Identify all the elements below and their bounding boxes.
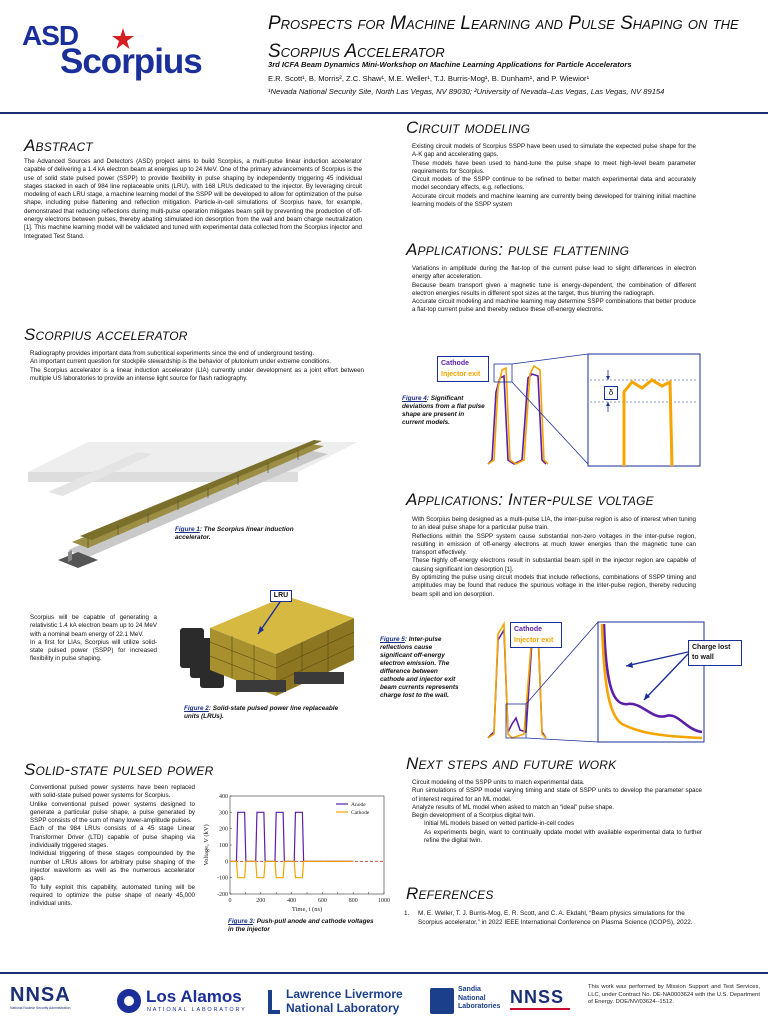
- legend-cathode: Cathode: [514, 626, 542, 633]
- sspp-paragraph: To fully exploit this capability, automated tuning will be required to optimize the pulse shape of nearly 45,000 individual units.: [30, 883, 195, 908]
- los-alamos-text: Los Alamos: [146, 987, 242, 1006]
- reference-item: [404, 910, 700, 927]
- authors-line: E.R. Scott¹, B. Morris², Z.C. Shaw¹, M.E. Weller¹, T.J. Burris-Mog¹, B. Dunham¹, and P. Wiewior¹: [268, 74, 590, 83]
- next-step-item: Analyze results of ML model when asked to match an “ideal” pulse shape.: [412, 803, 615, 811]
- next-step-subitem: As experiments begin, want to continually update model with available experimental data to further refine the digital twin.: [424, 828, 702, 845]
- delta-label: δ: [604, 386, 618, 400]
- los-alamos-subtitle: NATIONAL LABORATORY: [147, 1007, 247, 1013]
- next-step-item: Begin development of a Scorpius digital twin.: [412, 812, 536, 820]
- circuit-text: [412, 143, 696, 209]
- figure-5-caption-text: : Inter-pulse reflections cause significant off-energy electron emission. The difference between cathode and injector exit beam currents represents charge lost to the wall.: [380, 636, 459, 699]
- logo-asd-text: ASD: [22, 20, 79, 51]
- nnss-logo: [510, 986, 576, 1018]
- interpulse-paragraph: Reflections within the SSPP system cause substantial non-zero voltages in the inter-pulse region, resulting in emission of off-energy electrons at much lower energies than the magnetic tune can transport effectively.: [412, 532, 696, 557]
- asd-scorpius-logo: [20, 18, 252, 88]
- sandia-text-2: National: [458, 994, 486, 1002]
- charge-lost-label: Charge lost to wall: [688, 640, 742, 666]
- sspp-heading: Solid-state pulsed power: [24, 760, 214, 779]
- figure-4-plot: [482, 352, 704, 470]
- flattening-text: [412, 265, 696, 315]
- figure-4-legend: [437, 356, 489, 382]
- x-tick-label: 1000: [378, 898, 390, 904]
- figure-4-label: Figure 4: [402, 395, 427, 402]
- lru-arrow: [250, 600, 290, 640]
- figure-5-label: Figure 5: [380, 636, 405, 643]
- charge-lost-arrows: [620, 646, 690, 706]
- reference-number: 1.: [404, 910, 410, 917]
- figure-1-caption-text: : The Scorpius linear induction accelerator.: [175, 526, 294, 541]
- accelerator-illustration: [28, 432, 368, 572]
- nnss-underline: [510, 1008, 570, 1010]
- figure-2-caption: [184, 705, 344, 721]
- flattening-paragraph: Accurate circuit modeling and machine learning may determine SSPP combinations that better produce a flat-top current pulse and thereby reduce these off-energy electrons.: [412, 298, 696, 314]
- circuit-paragraph: Accurate circuit models and machine learning are currently being developed for training initial machine learning models of the SSPP system: [412, 192, 696, 209]
- sandia-text-1: Sandia: [458, 986, 481, 993]
- sspp-paragraph: Individual triggering of these stages compounded by the number of LRUs allows for arbitrary pulse shaping of the injector waveform as well as the numerous accelerator gaps.: [30, 850, 195, 883]
- title-line-1: Prospects for Machine Learning and Pulse Shaping on the: [268, 13, 739, 34]
- next-step-item: Circuit modeling of the SSPP units to match experimental data.: [412, 779, 585, 786]
- x-axis-label: Time, t (ns): [291, 906, 323, 913]
- y-tick-label: -200: [217, 892, 228, 898]
- abstract-text: The Advanced Sources and Detectors (ASD) project aims to build Scorpius, a multi-pulse linear induction accelerator capable of delivering a 1.4 kA electron beam at energies up to 24 MeV. One of the primary advancements of Scorpius is the use of solid state pulsed power (SSPP) to provide flexibility in pulse shaping by independently triggering 45 individual stages stacked in each of 984 line replaceable units (LRU), with 168 LRUs dedicated to the injector. By leveraging circuit modeling of each LRU stage, a machine learning model of the SSPP will be developed to allow for optimization of the pulse shape, including pulse flattening and reflection mitigation. Particle-in-cell simulations of Scorpius have, for example, demonstrated that reducing reflections during multi-pulse operation mitigates beam spill by preventing the production of off-energy electrons between pulses, thereby abating stimulated ion desorption from the wall and beam charge neutralization [1]. This machine learning model will be validated and tuned with experimental data collected from the Scorpius injector and Integrated Test Stand.: [24, 158, 362, 240]
- x-tick-label: 200: [256, 898, 266, 904]
- scorpius-heading: Scorpius accelerator: [24, 325, 188, 344]
- figure-5-caption: [380, 636, 464, 700]
- scorpius-side-paragraph: In a first for LIAs, Scorpius will utilize solid-state pulsed power (SSPP) for increased flexibility in pulse shaping.: [30, 638, 157, 663]
- abstract-heading: Abstract: [24, 136, 93, 155]
- legend-injector-exit: Injector exit: [514, 637, 554, 644]
- scorpius-side-text: [30, 614, 157, 664]
- y-tick-label: 400: [219, 794, 228, 800]
- logo-scorpius-text: Scorpius: [60, 42, 202, 81]
- y-tick-label: 100: [219, 843, 228, 849]
- x-tick-label: 0: [228, 898, 232, 904]
- interpulse-paragraph: With Scorpius being designed as a multi-pulse LIA, the inter-pulse region is also of interest when tuning to an ideal pulse shape for a particular pulse train.: [412, 516, 696, 532]
- flattening-heading: Applications: pulse flattening: [406, 240, 630, 259]
- y-axis-label: Voltage, V (kV): [203, 824, 210, 866]
- figure-2-label: Figure 2: [184, 705, 209, 712]
- header-divider: [0, 112, 768, 114]
- circuit-paragraph: These models have been used to hand-tune the pulse shape to meet high-level beam parameter requirements for Scorpius.: [412, 159, 696, 175]
- sandia-text-3: Laboratories: [458, 1003, 501, 1010]
- figure-1-caption: [175, 526, 295, 542]
- sspp-paragraph: Conventional pulsed power systems have been replaced with solid-state pulsed power systems for Scorpius.: [30, 784, 195, 800]
- llnl-text-2: National Laboratory: [286, 1001, 400, 1015]
- interpulse-heading: Applications: Inter-pulse voltage: [406, 490, 654, 509]
- llnl-icon: [268, 990, 280, 1014]
- footer: [0, 974, 768, 1024]
- figure-3-label: Figure 3: [228, 918, 253, 925]
- legend-cathode: Cathode: [441, 360, 469, 367]
- y-tick-label: 200: [219, 826, 228, 833]
- funding-statement: This work was performed by Mission Support and Test Services, LLC, under Contract No. DE-NA0003624 with the U.S. Department of Energy. DOE/NV/03624--1512.: [588, 984, 760, 1005]
- sandia-text: [458, 986, 500, 1012]
- y-tick-label: 0: [225, 859, 228, 866]
- scorpius-paragraph: Radiography provides important data from subcritical experiments since the end of underground testing.: [30, 350, 315, 357]
- nnss-logo-text: NNSS: [510, 987, 565, 1007]
- figure-3-caption: [228, 918, 378, 934]
- reference-text: M. E. Weller, T. J. Burris-Mog, E. R. Scott, and C. A. Ekdahl, “Beam physics simulations for the Scorpius accelerator,” in 2022 IEEE International Conference on Plasma Science (ICOPS), 2022.: [418, 910, 693, 926]
- nnsa-logo: [10, 984, 102, 1016]
- references-heading: References: [406, 884, 494, 903]
- x-tick-label: 400: [287, 898, 297, 904]
- affiliations-line: ¹Nevada National Security Site, North Las Vegas, NV 89030; ²University of Nevada–Las Vegas, Las Vegas, NV 89154: [268, 87, 665, 96]
- figure-5-legend: [510, 622, 562, 648]
- figure-4-caption-text: : Significant deviations from a flat pulse shape are present in current models.: [402, 395, 485, 426]
- workshop-line: 3rd ICFA Beam Dynamics Mini-Workshop on Machine Learning Applications for Particle Accelerators: [268, 60, 632, 69]
- legend-label: Anode: [351, 802, 366, 808]
- interpulse-text: [412, 516, 696, 599]
- figure-3-chart: [200, 790, 388, 914]
- figure-1-label: Figure 1: [175, 526, 200, 533]
- x-tick-label: 800: [348, 898, 358, 904]
- circuit-heading: Circuit modeling: [406, 118, 531, 137]
- scorpius-side-paragraph: Scorpius will be capable of generating a relativistic 1.4 kA electron beam up to 24 MeV with a nominal beam energy of 22.1 MeV.: [30, 614, 157, 638]
- sandia-logo: [430, 986, 500, 1020]
- interpulse-paragraph: By optimizing the pulse using circuit models that include reflections, combinations of SSPP timing and amplitudes may be found that reduce the spurious voltage in the inter-pulse region, thereby reducing beam spill and ion desorption.: [412, 574, 696, 598]
- next-step-item: Run simulations of SSPP model varying timing and state of SSPP units to develop the parameter space of interest required for an ML model.: [412, 787, 702, 803]
- y-tick-label: 300: [219, 810, 228, 817]
- title-line-2: Scorpius Accelerator: [268, 41, 445, 62]
- llnl-logo: [268, 988, 418, 1018]
- x-tick-label: 600: [317, 898, 327, 904]
- circuit-paragraph: Existing circuit models of Scorpius SSPP have been used to simulate the expected pulse shape for the A-K gap and accelerating gaps.: [412, 143, 696, 159]
- llnl-text-1: Lawrence Livermore: [286, 987, 403, 1001]
- y-tick-label: -100: [217, 875, 228, 882]
- circuit-paragraph: Circuit models of the SSPP continue to be refined to better match experimental data and accurately model secondary effects, e.g. reflections.: [412, 176, 696, 192]
- flattening-paragraph: Variations in amplitude during the flat-top of the current pulse lead to slight differences in electron energy after acceleration.: [412, 265, 696, 281]
- next-step-subitem: Initial ML models based on vetted particle-in-cell codes: [424, 820, 575, 828]
- los-alamos-logo: [116, 988, 256, 1016]
- lru-callout: LRU: [270, 590, 292, 602]
- figure-2-caption-text: : Solid-state pulsed power line replaceable units (LRUs).: [184, 705, 339, 720]
- scorpius-text: [30, 350, 364, 383]
- legend-label: Cathode: [351, 810, 370, 816]
- flattening-paragraph: Because beam transport given a magnetic tune is energy-dependent, the combination of different electron energies results in different spot sizes at the target, thus blurring the radiograph.: [412, 281, 696, 297]
- los-alamos-icon: [116, 988, 142, 1014]
- next-steps-heading: Next steps and future work: [406, 754, 617, 773]
- scorpius-paragraph: An important current question for stockpile stewardship is the behavior of plutonium under extreme conditions.: [30, 358, 331, 366]
- nnsa-logo-subtitle: National Nuclear Security Administration: [10, 1006, 71, 1010]
- interpulse-paragraph: These highly off-energy electrons result in substantial beam spill in the injector region are capable of causing significant ion desorption [1].: [412, 557, 696, 573]
- sandia-icon: [430, 988, 454, 1014]
- figure-4-caption: [402, 395, 486, 427]
- scorpius-paragraph: The Scorpius accelerator is a linear induction accelerator (LIA) currently under development as a joint effort between multiple US laboratories to provide an intense light source for flash radiography.: [30, 366, 364, 382]
- sspp-text: [30, 784, 195, 908]
- sspp-paragraph: Each of the 984 LRUs consists of a 45 stage Linear Transformer Driver (LTD) capable of pulse shaping via individually triggered stages.: [30, 825, 195, 850]
- header: [0, 0, 768, 112]
- legend-injector-exit: Injector exit: [441, 371, 481, 378]
- sspp-paragraph: Unlike conventional pulsed power systems designed to generate a particular pulse shape, a pulse generated by SSPP consists of the sum of many lower-amplitude pulses.: [30, 800, 195, 825]
- figure-3-caption-text: : Push-pull anode and cathode voltages in the injector: [228, 918, 374, 933]
- poster-title: [268, 10, 763, 66]
- next-steps-list: [412, 779, 702, 845]
- nnsa-logo-text: NNSA: [10, 984, 71, 1006]
- references-list: [404, 910, 700, 927]
